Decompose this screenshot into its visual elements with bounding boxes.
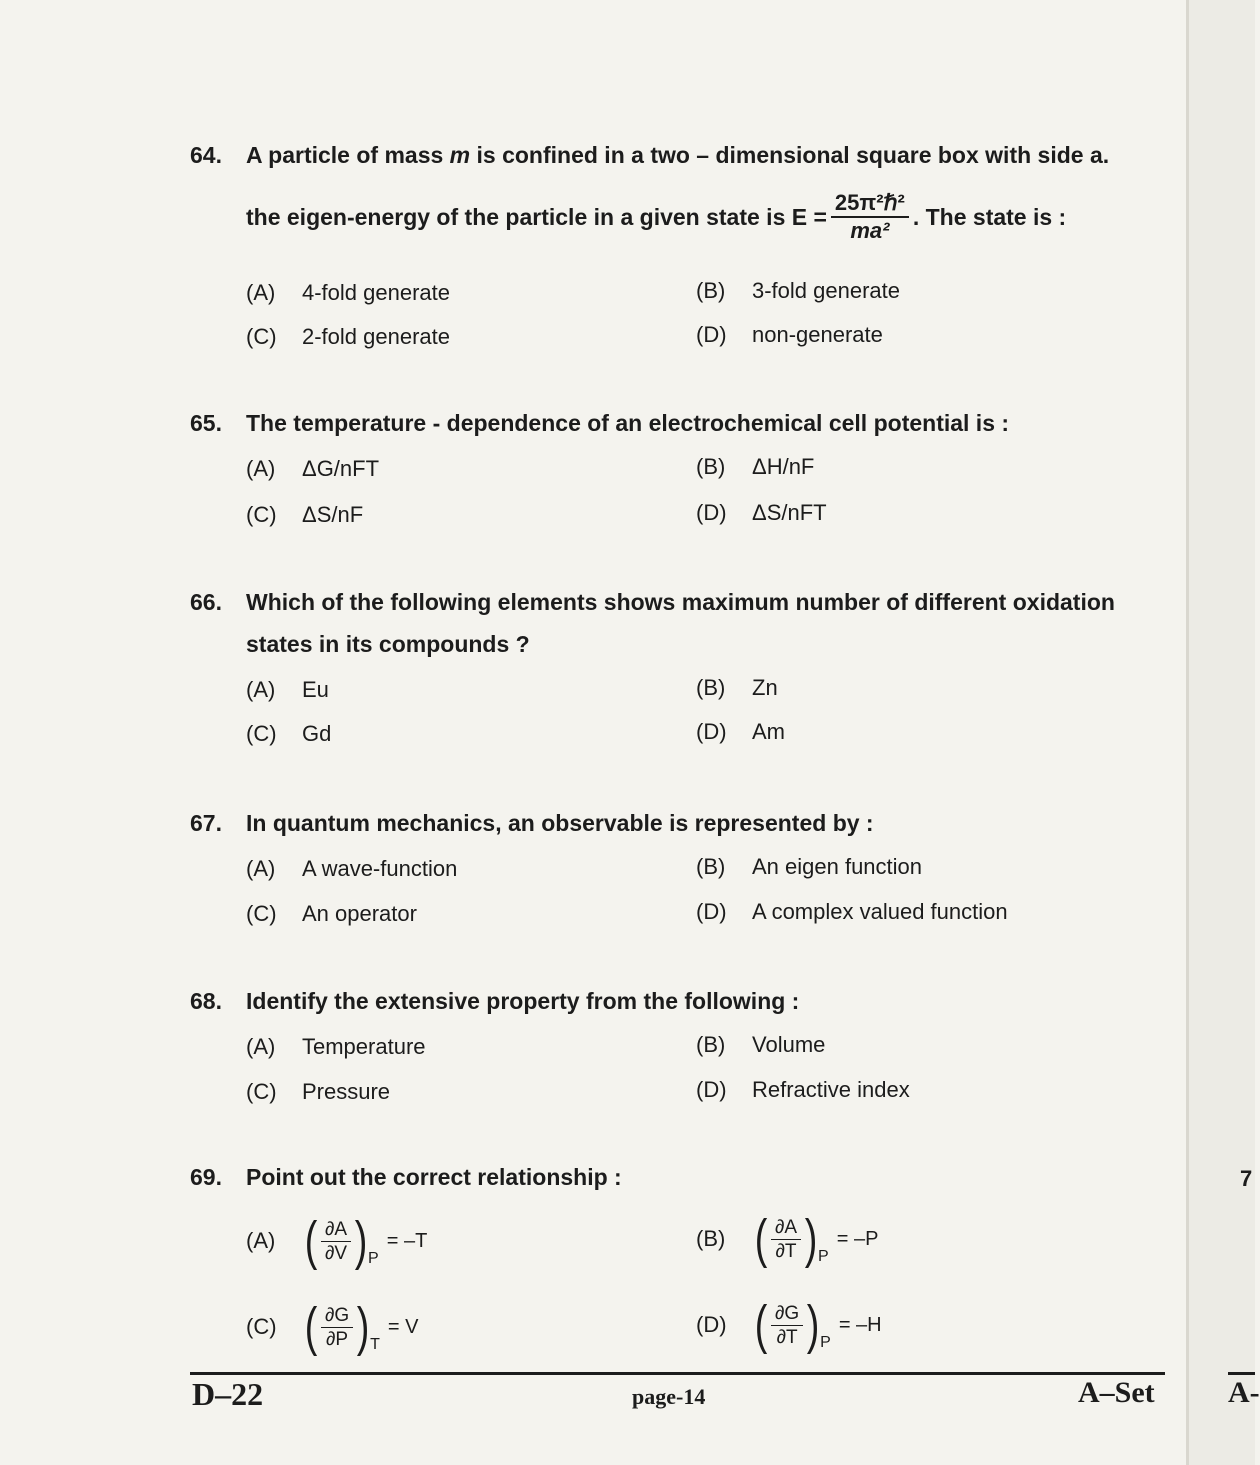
question-text: Which of the following elements shows maximum number of different oxidation [246, 589, 1115, 615]
set-label: A–Set [1078, 1376, 1155, 1409]
option-a[interactable]: (A) Temperature [246, 1034, 426, 1059]
energy-formula: $\frac{\text{25π²ℏ²}}{\text{ma²}}$ [831, 190, 909, 244]
question-text: Point out the correct relationship : [246, 1164, 622, 1190]
footer-rule [190, 1372, 1165, 1375]
question-67 [190, 806, 1180, 926]
option-c[interactable]: (C) Gd [246, 721, 332, 746]
option-b[interactable]: (B) An eigen function [696, 854, 923, 879]
page-edge [1186, 0, 1189, 1465]
partial-derivative: ( $\frac{\partial A}{\partial V}$ ) P = –T [304, 1211, 428, 1271]
question-number: 69. [190, 1164, 222, 1190]
option-b[interactable]: (B) ( $\frac{\partial A}{\partial T}$ ) P = –P [696, 1209, 879, 1269]
option-d[interactable]: (D) Refractive index [696, 1077, 910, 1102]
option-a[interactable]: (A) Eu [246, 677, 329, 702]
question-text: A particle of mass m is confined in a two – dimensional square box with side a. [246, 142, 1110, 168]
option-a[interactable]: (A) ( $\frac{\partial A}{\partial V}$ ) P = –T [246, 1211, 428, 1271]
question-text: In quantum mechanics, an observable is represented by : [246, 810, 874, 836]
option-a[interactable]: (A) ΔG/nFT [246, 456, 380, 481]
question-68 [190, 984, 1180, 1104]
option-c[interactable]: (C) ( $\frac{\partial G}{\partial P}$ ) T = V [246, 1297, 419, 1357]
option-b[interactable]: (B) Volume [696, 1032, 826, 1057]
option-a[interactable]: (A) A wave-function [246, 856, 458, 881]
option-c[interactable]: (C) 2-fold generate [246, 324, 450, 349]
partial-derivative: ( $\frac{\partial G}{\partial P}$ ) T = V [304, 1297, 419, 1357]
booklet-code: D–22 [192, 1376, 264, 1412]
option-b[interactable]: (B) ΔH/nF [696, 454, 815, 479]
option-d[interactable]: (D) Am [696, 719, 785, 744]
question-64 [190, 138, 1180, 349]
option-d[interactable]: (D) ΔS/nFT [696, 500, 827, 525]
question-65 [190, 406, 1180, 527]
adjacent-page-question-number: 7 [1240, 1166, 1253, 1191]
adjacent-page-set-label: A- [1228, 1376, 1260, 1409]
adjacent-footer-rule [1228, 1372, 1255, 1375]
question-69 [190, 1160, 1180, 1357]
option-d[interactable]: (D) A complex valued function [696, 899, 1008, 924]
partial-derivative: ( $\frac{\partial A}{\partial T}$ ) P = –P [754, 1209, 879, 1269]
partial-derivative: ( $\frac{\partial G}{\partial T}$ ) P = –H [754, 1295, 882, 1355]
question-number: 67. [190, 810, 222, 836]
adjacent-page-strip [1189, 0, 1260, 1465]
question-number: 68. [190, 988, 222, 1014]
question-number: 64. [190, 142, 222, 168]
question-text: The temperature - dependence of an electrochemical cell potential is : [246, 410, 1010, 436]
option-c[interactable]: (C) Pressure [246, 1079, 391, 1104]
question-number: 66. [190, 589, 222, 615]
question-number: 65. [190, 410, 222, 436]
option-d[interactable]: (D) ( $\frac{\partial G}{\partial T}$ ) P = –H [696, 1295, 882, 1355]
option-c[interactable]: (C) An operator [246, 901, 417, 926]
question-66 [190, 585, 1180, 746]
option-b[interactable]: (B) Zn [696, 675, 778, 700]
option-b[interactable]: (B) 3-fold generate [696, 278, 900, 303]
question-text-line2: the eigen-energy of the particle in a given state is E = $\frac{\text{25π²ℏ²}}{\text{ma²}}$ . The state is : [246, 190, 1067, 243]
page-number: page-14 [632, 1384, 706, 1409]
option-d[interactable]: (D) non-generate [696, 322, 883, 347]
option-c[interactable]: (C) ΔS/nF [246, 502, 364, 527]
option-a[interactable]: (A) 4-fold generate [246, 280, 450, 305]
question-text: Identify the extensive property from the following : [246, 988, 800, 1014]
question-text-line2: states in its compounds ? [246, 631, 530, 657]
